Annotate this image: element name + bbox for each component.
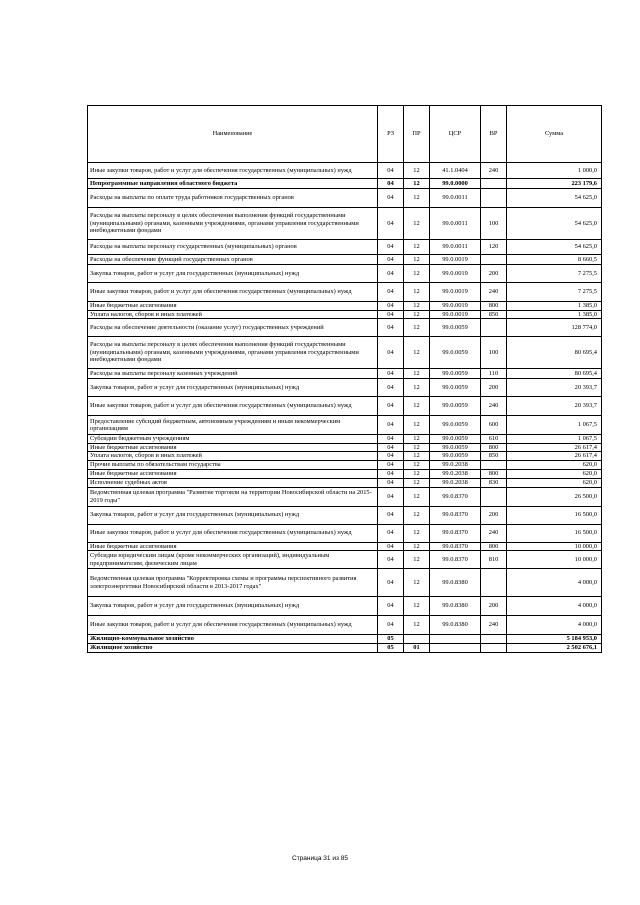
cell-vr: 850: [481, 452, 507, 461]
cell-sum: 4 000,0: [507, 569, 602, 597]
cell-vr: [481, 319, 507, 337]
cell-vr: 600: [481, 416, 507, 435]
table-row: [88, 487, 602, 506]
cell-rz: 04: [378, 452, 404, 461]
header-rz: РЗ: [378, 106, 404, 163]
cell-name: Жилищно-коммунальное хозяйство: [88, 635, 378, 644]
cell-vr: 200: [481, 506, 507, 524]
cell-sum: 223 179,6: [507, 179, 602, 189]
cell-name: Расходы на выплаты персоналу казенных учреждений: [88, 369, 378, 379]
table-row: [88, 379, 602, 397]
cell-sum: 54 625,0: [507, 189, 602, 208]
cell-sum: 4 000,0: [507, 597, 602, 616]
cell-csr: 99.0.8370: [430, 551, 481, 569]
table-body: [88, 163, 602, 653]
table-row: [88, 302, 602, 311]
cell-rz: 04: [378, 416, 404, 435]
cell-sum: 10 000,0: [507, 542, 602, 551]
cell-csr: 99.0.0059: [430, 443, 481, 452]
cell-sum: 1 067,5: [507, 416, 602, 435]
cell-csr: 99.0.0011: [430, 189, 481, 208]
table-row: [88, 506, 602, 524]
cell-sum: 1 000,0: [507, 163, 602, 179]
cell-csr: [430, 643, 481, 652]
cell-vr: 100: [481, 337, 507, 369]
cell-pr: 12: [404, 302, 430, 311]
cell-pr: 12: [404, 616, 430, 635]
cell-sum: 620,0: [507, 460, 602, 469]
cell-pr: 12: [404, 524, 430, 542]
cell-csr: 99.0.0019: [430, 310, 481, 319]
cell-vr: [481, 643, 507, 652]
cell-pr: 12: [404, 319, 430, 337]
cell-rz: 04: [378, 283, 404, 302]
cell-vr: 800: [481, 302, 507, 311]
table-row: [88, 635, 602, 644]
cell-name: Уплата налогов, сборов и иных платежей: [88, 310, 378, 319]
table-header-row: [88, 106, 602, 163]
cell-sum: 20 393,7: [507, 397, 602, 416]
cell-sum: 620,0: [507, 478, 602, 487]
cell-csr: 99.0.0059: [430, 369, 481, 379]
cell-vr: 200: [481, 597, 507, 616]
cell-name: Закупка товаров, работ и услуг для государственных (муниципальных) нужд: [88, 265, 378, 283]
cell-sum: 1 385,0: [507, 310, 602, 319]
cell-name: Расходы на выплаты персоналу государственных (муниципальных) органов: [88, 240, 378, 255]
cell-pr: 12: [404, 337, 430, 369]
cell-rz: 04: [378, 319, 404, 337]
cell-name: Субсидии бюджетным учреждениям: [88, 435, 378, 444]
cell-vr: 240: [481, 163, 507, 179]
cell-sum: 16 500,0: [507, 524, 602, 542]
cell-pr: 12: [404, 189, 430, 208]
cell-pr: 12: [404, 542, 430, 551]
cell-name: Иные закупки товаров, работ и услуг для обеспечения государственных (муниципальных) нужд: [88, 283, 378, 302]
cell-pr: 12: [404, 478, 430, 487]
cell-csr: 99.0.2038: [430, 478, 481, 487]
cell-sum: 54 625,0: [507, 208, 602, 240]
cell-csr: 99.0.0019: [430, 302, 481, 311]
table-row: [88, 469, 602, 478]
cell-sum: 2 502 676,1: [507, 643, 602, 652]
cell-sum: 80 695,4: [507, 337, 602, 369]
cell-csr: 99.0.0059: [430, 452, 481, 461]
cell-sum: 5 184 953,0: [507, 635, 602, 644]
cell-sum: 128 774,0: [507, 319, 602, 337]
cell-rz: 04: [378, 443, 404, 452]
cell-name: Иные закупки товаров, работ и услуг для обеспечения государственных (муниципальных) нужд: [88, 616, 378, 635]
cell-rz: 04: [378, 551, 404, 569]
cell-vr: [481, 255, 507, 265]
cell-csr: 99.0.0019: [430, 283, 481, 302]
cell-sum: 80 695,4: [507, 369, 602, 379]
cell-name: Иные закупки товаров, работ и услуг для обеспечения государственных (муниципальных) нужд: [88, 397, 378, 416]
cell-name: Ведомственная целевая программа "Развитие торговли на территории Новосибирской области на 2015-2019 годы": [88, 487, 378, 506]
table-row: [88, 452, 602, 461]
cell-vr: [481, 460, 507, 469]
cell-rz: 04: [378, 302, 404, 311]
cell-sum: 1 385,0: [507, 302, 602, 311]
table-row: [88, 189, 602, 208]
cell-vr: 800: [481, 443, 507, 452]
cell-vr: 240: [481, 524, 507, 542]
cell-vr: 200: [481, 379, 507, 397]
cell-pr: 12: [404, 208, 430, 240]
cell-name: Иные закупки товаров, работ и услуг для обеспечения государственных (муниципальных) нужд: [88, 524, 378, 542]
cell-name: Закупка товаров, работ и услуг для государственных (муниципальных) нужд: [88, 379, 378, 397]
cell-rz: 04: [378, 379, 404, 397]
cell-vr: [481, 569, 507, 597]
cell-csr: 99.0.8370: [430, 506, 481, 524]
cell-vr: 110: [481, 369, 507, 379]
header-sum: Сумма: [507, 106, 602, 163]
table-row: [88, 240, 602, 255]
table-row: [88, 616, 602, 635]
cell-pr: 12: [404, 240, 430, 255]
cell-sum: 20 393,7: [507, 379, 602, 397]
table-row: [88, 478, 602, 487]
cell-name: Расходы на обеспечение деятельности (оказание услуг) государственных учреждений: [88, 319, 378, 337]
cell-rz: 04: [378, 478, 404, 487]
cell-name: Расходы на выплаты персоналу в целях обеспечения выполнения функций государственными (муниципальными) органами, казенными учреждениями, органами управления государственными внебюджетными фондами: [88, 337, 378, 369]
cell-vr: 200: [481, 265, 507, 283]
cell-name: Иные бюджетные ассигнования: [88, 469, 378, 478]
table-row: [88, 319, 602, 337]
cell-pr: 01: [404, 643, 430, 652]
cell-sum: 54 625,0: [507, 240, 602, 255]
cell-pr: 12: [404, 487, 430, 506]
page-number: Страница 31 из 85: [292, 855, 348, 862]
cell-rz: 04: [378, 163, 404, 179]
cell-csr: 99.0.2038: [430, 469, 481, 478]
cell-rz: 04: [378, 524, 404, 542]
table-row: [88, 416, 602, 435]
cell-pr: 12: [404, 179, 430, 189]
cell-rz: 04: [378, 616, 404, 635]
cell-sum: 10 000,0: [507, 551, 602, 569]
table-row: [88, 369, 602, 379]
header-pr: ПР: [404, 106, 430, 163]
cell-rz: 04: [378, 597, 404, 616]
table-row: [88, 163, 602, 179]
cell-name: Иные бюджетные ассигнования: [88, 443, 378, 452]
cell-sum: 7 275,5: [507, 265, 602, 283]
cell-csr: 99.0.0059: [430, 397, 481, 416]
cell-csr: 99.0.0019: [430, 255, 481, 265]
cell-sum: 26 617,4: [507, 443, 602, 452]
cell-csr: 99.0.8380: [430, 616, 481, 635]
table-row: [88, 551, 602, 569]
table-row: [88, 337, 602, 369]
table-row: [88, 283, 602, 302]
cell-csr: 99.0.0059: [430, 435, 481, 444]
cell-csr: 41.1.0404: [430, 163, 481, 179]
cell-vr: 610: [481, 435, 507, 444]
cell-rz: 04: [378, 487, 404, 506]
cell-pr: 12: [404, 416, 430, 435]
cell-name: Жилищное хозяйство: [88, 643, 378, 652]
cell-vr: 240: [481, 397, 507, 416]
cell-pr: 12: [404, 397, 430, 416]
cell-sum: 1 067,5: [507, 435, 602, 444]
cell-rz: 04: [378, 397, 404, 416]
header-csr: ЦСР: [430, 106, 481, 163]
cell-sum: 7 275,5: [507, 283, 602, 302]
table-row: [88, 265, 602, 283]
cell-pr: 12: [404, 379, 430, 397]
cell-sum: 26 500,0: [507, 487, 602, 506]
cell-rz: 05: [378, 643, 404, 652]
cell-name: Прочие выплаты по обязательствам государства: [88, 460, 378, 469]
cell-rz: 04: [378, 506, 404, 524]
cell-name: Непрограммные направления областного бюджета: [88, 179, 378, 189]
cell-pr: [404, 635, 430, 644]
table-row: [88, 643, 602, 652]
cell-name: Расходы на выплаты по оплате труда работников государственных органов: [88, 189, 378, 208]
cell-sum: 4 000,0: [507, 616, 602, 635]
cell-vr: [481, 179, 507, 189]
table-row: [88, 435, 602, 444]
table-row: [88, 597, 602, 616]
cell-vr: 100: [481, 208, 507, 240]
cell-csr: 99.0.8380: [430, 597, 481, 616]
cell-rz: 04: [378, 240, 404, 255]
cell-vr: [481, 635, 507, 644]
cell-rz: 04: [378, 542, 404, 551]
cell-csr: [430, 635, 481, 644]
cell-rz: 04: [378, 337, 404, 369]
cell-pr: 12: [404, 310, 430, 319]
table-row: [88, 310, 602, 319]
cell-rz: 04: [378, 265, 404, 283]
cell-vr: 240: [481, 616, 507, 635]
cell-pr: 12: [404, 452, 430, 461]
cell-rz: 04: [378, 179, 404, 189]
cell-vr: [481, 189, 507, 208]
cell-csr: 99.0.0011: [430, 208, 481, 240]
cell-vr: 800: [481, 469, 507, 478]
cell-name: Иные закупки товаров, работ и услуг для обеспечения государственных (муниципальных) нужд: [88, 163, 378, 179]
cell-pr: 12: [404, 460, 430, 469]
cell-pr: 12: [404, 265, 430, 283]
cell-vr: 850: [481, 310, 507, 319]
cell-name: Расходы на выплаты персоналу в целях обеспечения выполнения функций государственными (муниципальными) органами, казенными учреждениями, органами управления государственными внебюджетными фондами: [88, 208, 378, 240]
cell-csr: 99.0.8370: [430, 487, 481, 506]
cell-rz: 04: [378, 369, 404, 379]
cell-name: Иные бюджетные ассигнования: [88, 542, 378, 551]
cell-sum: 16 500,0: [507, 506, 602, 524]
table-row: [88, 524, 602, 542]
cell-name: Расходы на обеспечение функций государственных органов: [88, 255, 378, 265]
cell-vr: [481, 487, 507, 506]
cell-rz: 04: [378, 469, 404, 478]
cell-pr: 12: [404, 435, 430, 444]
cell-pr: 12: [404, 443, 430, 452]
cell-vr: 810: [481, 551, 507, 569]
cell-csr: 99.0.0059: [430, 337, 481, 369]
cell-name: Иные бюджетные ассигнования: [88, 302, 378, 311]
cell-pr: 12: [404, 506, 430, 524]
cell-pr: 12: [404, 597, 430, 616]
cell-csr: 99.0.0011: [430, 240, 481, 255]
cell-pr: 12: [404, 469, 430, 478]
cell-pr: 12: [404, 551, 430, 569]
cell-pr: 12: [404, 569, 430, 597]
cell-pr: 12: [404, 283, 430, 302]
cell-csr: 99.0.8380: [430, 569, 481, 597]
cell-csr: 99.0.8370: [430, 524, 481, 542]
cell-pr: 12: [404, 163, 430, 179]
cell-csr: 99.0.2038: [430, 460, 481, 469]
table-row: [88, 460, 602, 469]
cell-csr: 99.0.0059: [430, 379, 481, 397]
cell-name: Уплата налогов, сборов и иных платежей: [88, 452, 378, 461]
table-row: [88, 443, 602, 452]
cell-pr: 12: [404, 369, 430, 379]
cell-vr: 240: [481, 283, 507, 302]
cell-rz: 04: [378, 208, 404, 240]
cell-rz: 05: [378, 635, 404, 644]
cell-csr: 99.0.0000: [430, 179, 481, 189]
cell-name: Ведомственная целевая программа "Корректировка схемы и программы перспективного развития электроэнергетики Новосибирской области в 2013-2017 годах": [88, 569, 378, 597]
cell-name: Субсидии юридическим лицам (кроме некоммерческих организаций), индивидуальным предпринимателям, физическим лицам: [88, 551, 378, 569]
cell-rz: 04: [378, 255, 404, 265]
cell-sum: 620,0: [507, 469, 602, 478]
cell-vr: 830: [481, 478, 507, 487]
cell-name: Закупка товаров, работ и услуг для государственных (муниципальных) нужд: [88, 506, 378, 524]
table-row: [88, 542, 602, 551]
cell-rz: 04: [378, 569, 404, 597]
cell-sum: 26 617,4: [507, 452, 602, 461]
table-row: [88, 255, 602, 265]
table-row: [88, 208, 602, 240]
cell-sum: 8 660,5: [507, 255, 602, 265]
header-name: Наименование: [88, 106, 378, 163]
cell-name: Закупка товаров, работ и услуг для государственных (муниципальных) нужд: [88, 597, 378, 616]
cell-vr: 800: [481, 542, 507, 551]
cell-vr: 120: [481, 240, 507, 255]
table-row: [88, 569, 602, 597]
cell-pr: 12: [404, 255, 430, 265]
table-row: [88, 179, 602, 189]
budget-table: [87, 105, 602, 653]
header-vr: ВР: [481, 106, 507, 163]
cell-csr: 99.0.0059: [430, 416, 481, 435]
cell-rz: 04: [378, 435, 404, 444]
cell-rz: 04: [378, 189, 404, 208]
cell-rz: 04: [378, 460, 404, 469]
cell-rz: 04: [378, 310, 404, 319]
cell-name: Исполнение судебных актов: [88, 478, 378, 487]
table-row: [88, 397, 602, 416]
cell-name: Предоставление субсидий бюджетным, автономным учреждениям и иным некоммерческим организациям: [88, 416, 378, 435]
cell-csr: 99.0.8370: [430, 542, 481, 551]
cell-csr: 99.0.0059: [430, 319, 481, 337]
cell-csr: 99.0.0019: [430, 265, 481, 283]
